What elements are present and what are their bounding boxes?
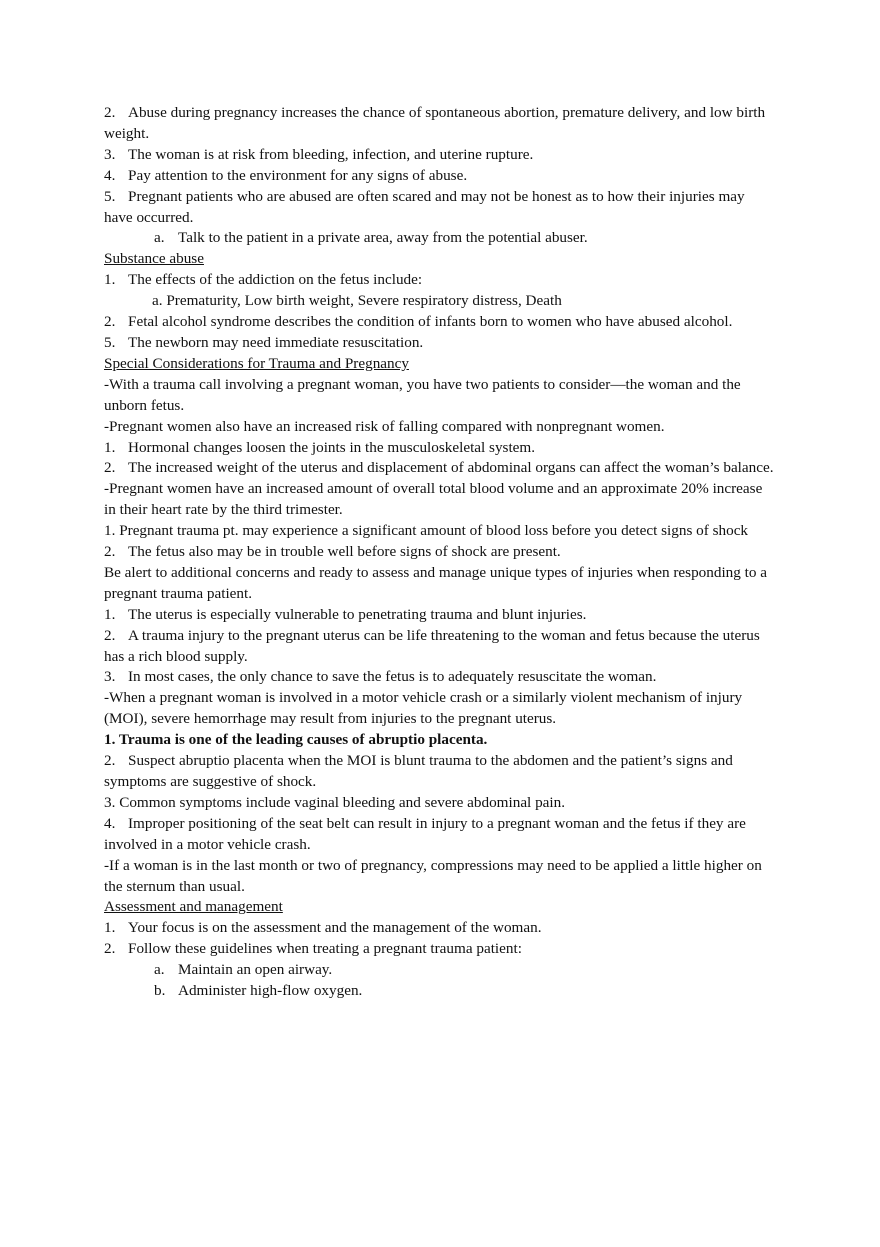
item-text: The uterus is especially vulnerable to penetrating trauma and blunt injuries. (128, 605, 587, 623)
list-item (104, 751, 776, 793)
item-text: The effects of the addiction on the fetus include: (128, 271, 423, 289)
sub-list-item: a. Prematurity, Low birth weight, Severe respiratory distress, Death (152, 292, 562, 310)
paragraph: -When a pregnant woman is involved in a motor vehicle crash or a similarly violent mechanism of injury (MOI), severe hemorrhage may result from injuries to the pregnant uterus. (104, 689, 743, 728)
item-number: 3. (104, 668, 116, 686)
list-item (104, 667, 776, 688)
item-text: Maintain an open airway. (178, 961, 333, 979)
item-number: 3. (104, 145, 116, 163)
bold-statement: 1. Trauma is one of the leading causes of abruptio placenta. (104, 731, 488, 749)
item-text: Hormonal changes loosen the joints in the musculoskeletal system. (128, 438, 536, 456)
item-number: 2. (104, 104, 116, 121)
item-text: Abuse during pregnancy increases the chance of spontaneous abortion, premature delivery, and low birth weight. (104, 104, 766, 142)
item-number: 1. (104, 605, 116, 623)
list-item (104, 626, 776, 668)
item-text: The newborn may need immediate resuscitation. (128, 333, 424, 351)
item-text: The increased weight of the uterus and displacement of abdominal organs can affect the woman’s balance. (128, 459, 774, 477)
item-number: 2. (104, 313, 116, 331)
sub-list-item (104, 960, 776, 981)
item-number: 1. (104, 438, 116, 456)
paragraph: 1. Pregnant trauma pt. may experience a significant amount of blood loss before you detect signs of shock (104, 522, 749, 540)
paragraph: -Pregnant women also have an increased risk of falling compared with nonpregnant women. (104, 417, 665, 435)
section-heading-trauma-pregnancy: Special Considerations for Trauma and Pregnancy (104, 354, 409, 372)
list-item (104, 438, 776, 459)
section-heading-substance-abuse: Substance abuse (104, 250, 204, 268)
list-item (104, 166, 776, 187)
item-number: 2. (104, 543, 116, 561)
item-number: 4. (104, 166, 116, 184)
item-number: a. (154, 961, 165, 979)
list-item (104, 333, 776, 354)
list-item (104, 605, 776, 626)
item-number: 2. (104, 626, 116, 644)
paragraph: Be alert to additional concerns and ready to assess and manage unique types of injuries when responding to a pregnant trauma patient. (104, 563, 767, 602)
item-text: A trauma injury to the pregnant uterus can be life threatening to the woman and fetus because the uterus has a rich blood supply. (104, 626, 760, 665)
item-number: b. (154, 982, 166, 1000)
list-item (104, 814, 776, 856)
list-item (104, 312, 776, 333)
section-heading-assessment: Assessment and management (104, 898, 283, 916)
item-number: a. (154, 229, 165, 247)
paragraph: -With a trauma call involving a pregnant woman, you have two patients to consider—the woman and the unborn fetus. (104, 375, 741, 414)
item-text: The woman is at risk from bleeding, infection, and uterine rupture. (128, 145, 534, 163)
item-number: 2. (104, 752, 116, 770)
list-item (104, 103, 776, 145)
item-text: The fetus also may be in trouble well before signs of shock are present. (128, 543, 561, 561)
item-text: Your focus is on the assessment and the management of the woman. (128, 919, 542, 937)
item-text: Follow these guidelines when treating a pregnant trauma patient: (128, 940, 522, 958)
list-item (104, 542, 776, 563)
item-text: In most cases, the only chance to save the fetus is to adequately resuscitate the woman. (128, 668, 657, 686)
item-text: Administer high-flow oxygen. (178, 982, 363, 1000)
item-number: 5. (104, 187, 116, 205)
paragraph: -If a woman is in the last month or two of pregnancy, compressions may need to be applied a little higher on the sternum than usual. (104, 856, 762, 895)
list-item (104, 918, 776, 939)
document-page (104, 103, 776, 1002)
paragraph: -Pregnant women have an increased amount of overall total blood volume and an approximate 20% increase in their heart rate by the third trimester. (104, 480, 763, 519)
sub-list-item (104, 228, 776, 249)
sub-list-item (104, 981, 776, 1002)
item-number: 2. (104, 940, 116, 958)
item-text: Talk to the patient in a private area, away from the potential abuser. (178, 229, 588, 247)
item-number: 1. (104, 919, 116, 937)
item-text: Suspect abruptio placenta when the MOI is blunt trauma to the abdomen and the patient’s signs and symptoms are suggestive of shock. (104, 752, 733, 790)
list-item (104, 145, 776, 166)
item-number: 1. (104, 271, 116, 289)
item-text: Pregnant patients who are abused are often scared and may not be honest as to how their injuries may have occurred. (104, 187, 745, 226)
item-text: Fetal alcohol syndrome describes the condition of infants born to women who have abused alcohol. (128, 313, 733, 331)
item-text: Pay attention to the environment for any signs of abuse. (128, 166, 468, 184)
item-number: 4. (104, 814, 116, 832)
item-number: 2. (104, 459, 116, 477)
list-item (104, 458, 776, 479)
paragraph: 3. Common symptoms include vaginal bleeding and severe abdominal pain. (104, 793, 566, 811)
list-item (104, 270, 776, 291)
item-number: 5. (104, 333, 116, 351)
list-item (104, 187, 776, 229)
list-item (104, 939, 776, 960)
item-text: Improper positioning of the seat belt can result in injury to a pregnant woman and the fetus if they are involved in a motor vehicle crash. (104, 814, 746, 853)
